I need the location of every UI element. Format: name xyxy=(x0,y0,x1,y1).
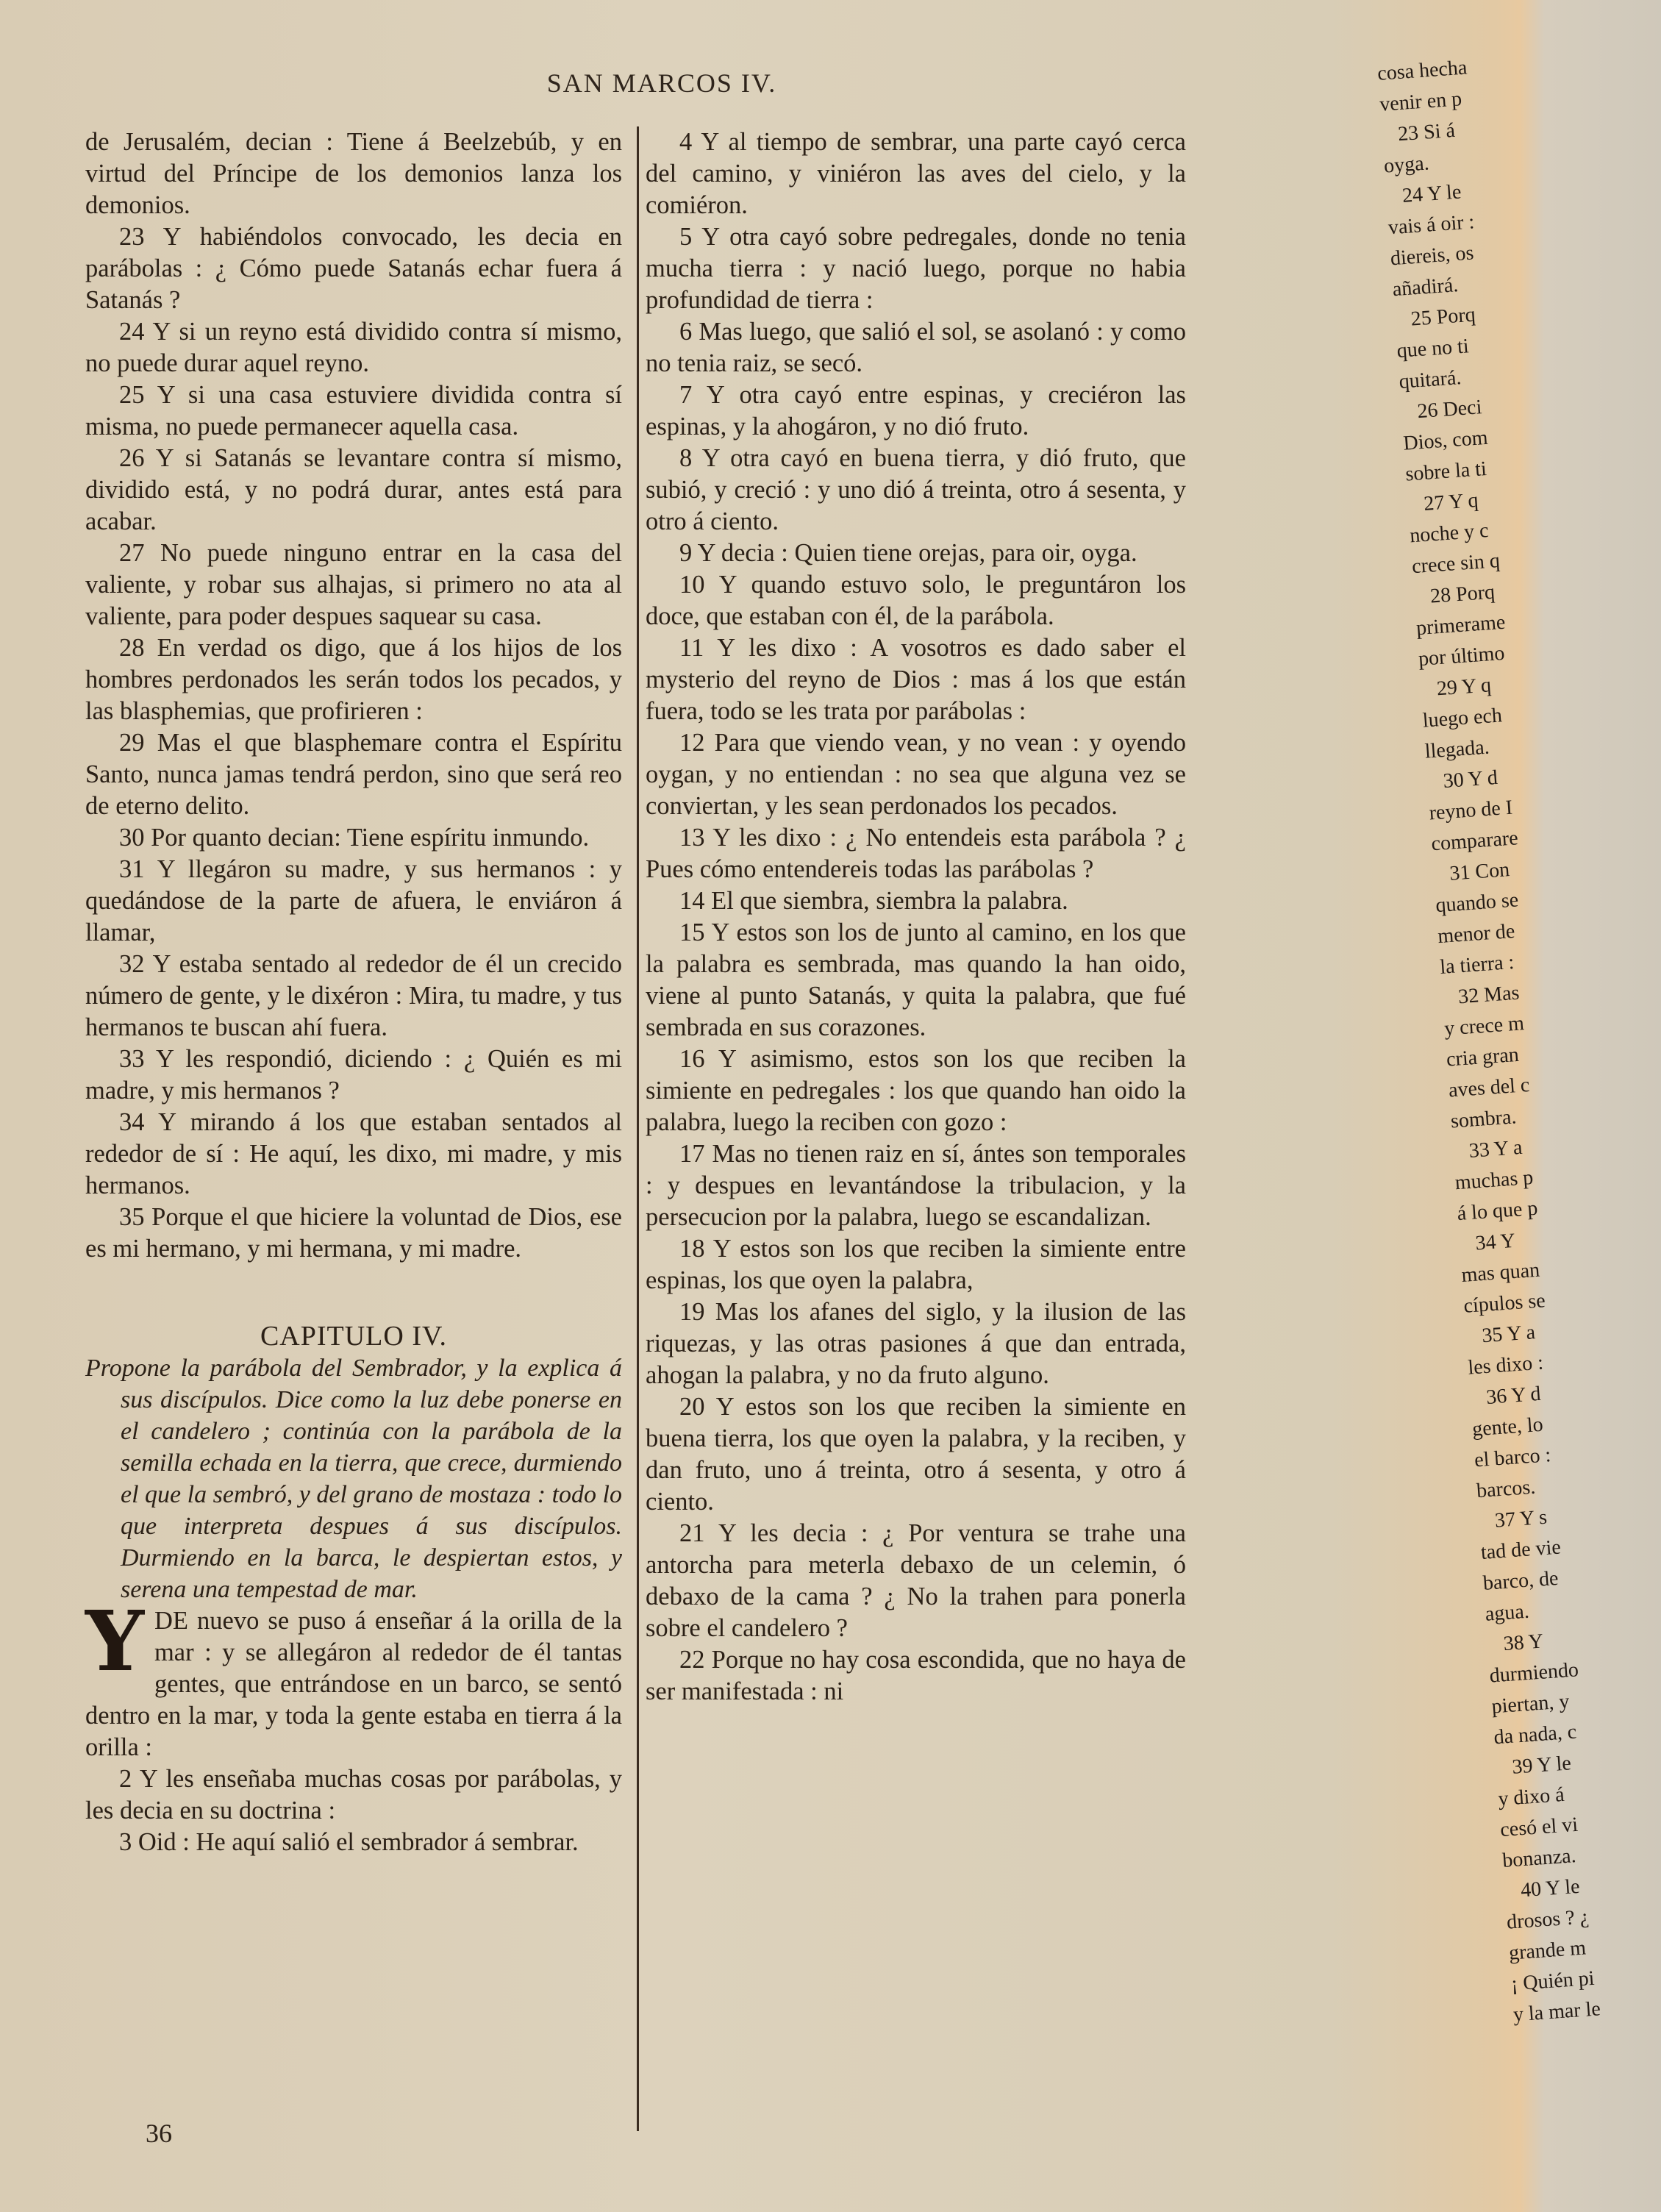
verse: 15 Y estos son los de junto al camino, en los que la palabra es sembrada, mas quando la han oido, viene al punto Satanás, y quita la palabra, que fué sembrada en sus corazones. xyxy=(646,918,1186,1041)
verse: 32 Y estaba sentado al rededor de él un crecido número de gente, y le dixéron : Mira, tu madre, y tus hermanos te buscan ahí fuera. xyxy=(85,950,622,1041)
facing-line: añadirá. xyxy=(1391,274,1460,302)
facing-line: 31 Con xyxy=(1449,858,1511,885)
facing-line: crece sin q xyxy=(1411,549,1501,579)
facing-line: aves del c xyxy=(1448,1073,1531,1102)
first-verse-text: DE nuevo se puso á enseñar á la orilla de la mar : y se allegáron al rededor de él tantas gentes, que entrándose en un barco, se sentó dentro en la mar, y toda la gente estaba en tierra á la orilla : xyxy=(85,1607,622,1761)
facing-line: ¡ Quién pi xyxy=(1510,1966,1596,1996)
facing-line: cípulos se xyxy=(1462,1289,1546,1318)
facing-line: cria gran xyxy=(1446,1043,1520,1071)
verse: 17 Mas no tienen raiz en sí, ántes son temporales : y despues en levantándose la tribulacion, y la persecucion por la palabra, luego se escandalizan. xyxy=(646,1140,1186,1231)
facing-line: 36 Y d xyxy=(1485,1382,1542,1409)
facing-line: bonanza. xyxy=(1501,1844,1577,1872)
page-header: SAN MARCOS IV. xyxy=(546,68,777,98)
verse: 11 Y les dixo : A vosotros es dado saber el mysterio del reyno de Dios : mas á los que están fuera, todo se les trata por parábolas : xyxy=(646,634,1186,725)
verse: 2 Y les enseñaba muchas cosas por parábolas, y les decia en su doctrina : xyxy=(85,1765,622,1824)
facing-line: reyno de I xyxy=(1428,796,1514,825)
facing-line: 38 Y xyxy=(1502,1630,1544,1656)
verse: 35 Porque el que hiciere la voluntad de Dios, ese es mi hermano, y mi hermana, y mi madre. xyxy=(85,1203,622,1263)
facing-line: grande m xyxy=(1508,1936,1587,1965)
facing-line: venir en p xyxy=(1379,88,1463,116)
facing-line: llegada. xyxy=(1424,735,1490,763)
verse: 16 Y asimismo, estos son los que reciben la simiente en pedregales : los que quando han oido la palabra, luego la reciben con gozo : xyxy=(646,1045,1186,1136)
facing-line: 33 Y a xyxy=(1468,1135,1524,1163)
facing-line: por último xyxy=(1418,641,1506,671)
facing-line: luego ech xyxy=(1421,704,1503,732)
facing-line: 28 Porq xyxy=(1429,580,1496,608)
facing-line: 32 Mas xyxy=(1457,981,1521,1009)
page-number: 36 xyxy=(146,2119,172,2148)
verse: 6 Mas luego, que salió el sol, se asolanó : y como no tenia raiz, se secó. xyxy=(646,318,1186,377)
facing-line: 23 Si á xyxy=(1397,118,1456,146)
facing-line: 27 Y q xyxy=(1423,488,1479,515)
facing-line: quitará. xyxy=(1398,366,1462,393)
facing-line: durmiendo xyxy=(1488,1658,1579,1688)
facing-line: 34 Y xyxy=(1474,1229,1516,1255)
facing-line: primerame xyxy=(1415,610,1507,641)
facing-line: quando se xyxy=(1435,888,1520,918)
facing-line: gente, lo xyxy=(1471,1413,1544,1441)
verse: 20 Y estos son los que reciben la simiente en buena tierra, los que oyen la palabra, y la reciben, y dan fruto, uno á treinta, otro á sesenta, y otro á ciento. xyxy=(646,1393,1186,1516)
facing-line: sobre la ti xyxy=(1404,457,1487,486)
verse: 7 Y otra cayó entre espinas, y creciéron las espinas, y la ahogáron, y no dió fruto. xyxy=(646,381,1186,440)
facing-line: vais á oir : xyxy=(1387,210,1476,240)
verse: 28 En verdad os digo, que á los hijos de los hombres perdonados les serán todos los pecados, y las blasphemias, que profirieren : xyxy=(85,634,622,725)
facing-line: drosos ? ¿ xyxy=(1506,1905,1590,1934)
verse: 24 Y si un reyno está dividido contra sí mismo, no puede durar aquel reyno. xyxy=(85,318,622,377)
drop-cap: Y xyxy=(85,1594,144,1690)
facing-line: 30 Y d xyxy=(1442,766,1499,793)
facing-line: 40 Y le xyxy=(1520,1874,1581,1902)
verse: 12 Para que viendo vean, y no vean : y oyendo oygan, y no entiendan : no sea que alguna vez se conviertan, y les sean perdonados los pecados. xyxy=(646,729,1186,820)
facing-line: á lo que p xyxy=(1456,1196,1539,1226)
facing-line: muchas p xyxy=(1454,1166,1535,1195)
facing-line: 35 Y a xyxy=(1481,1321,1536,1348)
verse: 34 Y mirando á los que estaban sentados al rededor de sí : He aquí, les dixo, mi madre, y mis hermanos. xyxy=(85,1108,622,1199)
verse-continuation: de Jerusalém, decian : Tiene á Beelzebúb, y en virtud del Príncipe de los demonios lanza los demonios. xyxy=(85,128,622,219)
verse: 23 Y habiéndolos convocado, les decia en parábolas : ¿ Cómo puede Satanás echar fuera á Satanás ? xyxy=(85,223,622,314)
facing-line: 25 Porq xyxy=(1410,303,1476,331)
verse: 30 Por quanto decian: Tiene espíritu inmundo. xyxy=(119,824,590,852)
facing-line: mas quan xyxy=(1460,1258,1541,1287)
facing-line: barco, de xyxy=(1482,1566,1560,1595)
verse: 26 Y si Satanás se levantare contra sí mismo, dividido está, y no podrá durar, antes está para acabar. xyxy=(85,444,622,535)
verse: 10 Y quando estuvo solo, le preguntáron los doce, que estaban con él, de la parábola. xyxy=(646,571,1186,630)
facing-line: 26 Deci xyxy=(1416,396,1483,424)
facing-line: oyga. xyxy=(1383,151,1430,178)
verse: 27 No puede ninguno entrar en la casa del valiente, y robar sus alhajas, si primero no ata al valiente, para poder despues saquear su casa. xyxy=(85,539,622,630)
facing-line: la tierra : xyxy=(1439,950,1515,979)
facing-line: les dixo : xyxy=(1467,1351,1544,1380)
facing-line: el barco : xyxy=(1474,1444,1552,1472)
verse: 18 Y estos son los que reciben la simiente entre espinas, los que oyen la palabra, xyxy=(646,1235,1186,1294)
verse: 31 Y llegáron su madre, y sus hermanos : y quedándose de la parte de afuera, le enviáron á llamar, xyxy=(85,855,622,946)
column-rule xyxy=(637,126,639,2131)
facing-line: y crece m xyxy=(1443,1012,1525,1041)
facing-line: comparare xyxy=(1430,827,1519,856)
facing-line: noche y c xyxy=(1409,518,1490,548)
facing-line: Dios, com xyxy=(1402,426,1489,455)
facing-line: sombra. xyxy=(1449,1105,1518,1133)
verse: 8 Y otra cayó en buena tierra, y dió fruto, que subió, y creció : y uno dió á treinta, otro á sesenta, y otro á ciento. xyxy=(646,444,1186,535)
facing-line: 37 Y s xyxy=(1493,1505,1549,1533)
left-column xyxy=(85,126,622,1858)
facing-line: 39 Y le xyxy=(1511,1752,1572,1779)
verse: 9 Y decia : Quien tiene orejas, para oir, oyga. xyxy=(679,539,1137,567)
facing-line: piertan, y xyxy=(1490,1690,1571,1719)
facing-page-fragment xyxy=(1376,49,1661,2030)
verse: 29 Mas el que blasphemare contra el Espíritu Santo, nunca jamas tendrá perdon, sino que será reo de eterno delito. xyxy=(85,729,622,820)
facing-line: cosa hecha xyxy=(1376,56,1468,85)
verse: 19 Mas los afanes del siglo, y la ilusion de las riquezas, y las otras pasiones á que dan entrada, ahogan la palabra, y no da fruto alguno. xyxy=(646,1298,1186,1389)
verse: 3 Oid : He aquí salió el sembrador á sembrar. xyxy=(119,1828,579,1856)
facing-line: que no ti xyxy=(1396,335,1470,363)
facing-line: 29 Y q xyxy=(1435,674,1493,701)
facing-line: barcos. xyxy=(1476,1475,1537,1503)
facing-line: da nada, c xyxy=(1493,1720,1578,1749)
first-verse xyxy=(85,1594,622,1763)
facing-line: cesó el vi xyxy=(1499,1813,1579,1842)
verse: 5 Y otra cayó sobre pedregales, donde no tenia mucha tierra : y nació luego, porque no habia profundidad de tierra : xyxy=(646,223,1186,314)
verse: 22 Porque no hay cosa escondida, que no haya de ser manifestada : ni xyxy=(646,1646,1186,1705)
facing-line: menor de xyxy=(1437,919,1516,949)
verse: 25 Y si una casa estuviere dividida contra sí misma, no puede permanecer aquella casa. xyxy=(85,381,622,440)
facing-line: y la mar le xyxy=(1512,1997,1601,2027)
verse: 13 Y les dixo : ¿ No entendeis esta parábola ? ¿ Pues cómo entendereis todas las parábolas ? xyxy=(646,824,1186,883)
verse: 4 Y al tiempo de sembrar, una parte cayó cerca del camino, y viniéron las aves del cielo, y la comiéron. xyxy=(646,128,1186,219)
chapter-summary: Propone la parábola del Sembrador, y la explica á sus discípulos. Dice como la luz debe ponerse en el candelero ; continúa con la parábola de la semilla echada en la tierra, que crece, durmiendo el que la sembró, y del grano de mostaza : todo lo que interpreta despues á sus discípulos. Durmiendo en la barca, le despiertan estos, y serena una tempestad de mar. xyxy=(85,1355,622,1603)
facing-line: agua. xyxy=(1484,1599,1530,1626)
facing-line: 24 Y le xyxy=(1401,180,1462,207)
verse: 33 Y les respondió, diciendo : ¿ Quién es mi madre, y mis hermanos ? xyxy=(85,1045,622,1105)
verse: 14 El que siembra, siembra la palabra. xyxy=(679,887,1068,915)
facing-line: y dixo á xyxy=(1497,1783,1565,1811)
verse: 21 Y les decia : ¿ Por ventura se trahe una antorcha para meterla debaxo de un celemin, ó debaxo de la cama ? ¿ No la trahen para ponerla sobre el candelero ? xyxy=(646,1519,1186,1642)
facing-line: tad de vie xyxy=(1479,1535,1562,1565)
chapter-title: CAPITULO IV. xyxy=(260,1321,448,1352)
right-column xyxy=(646,126,1186,1708)
facing-line: diereis, os xyxy=(1389,241,1475,271)
